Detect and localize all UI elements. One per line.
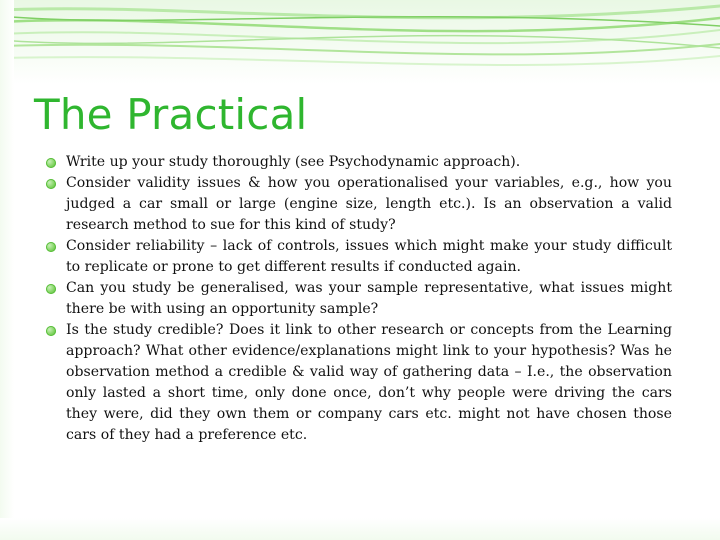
decorative-bottom-edge xyxy=(0,518,720,540)
bullet-item xyxy=(46,278,672,320)
slide-title: The Practical xyxy=(34,90,308,139)
bullet-text: Can you study be generalised, was your sample representative, what issues might there be with using an opportunity sample? xyxy=(66,280,672,317)
decorative-left-edge xyxy=(0,0,14,540)
bullet-text: Consider reliability – lack of controls, issues which might make your study difficult to replicate or prone to get different results if conducted again. xyxy=(66,238,672,275)
bullet-icon xyxy=(46,158,56,168)
bullet-icon xyxy=(46,326,56,336)
bullet-text: Consider validity issues & how you operationalised your variables, e.g., how you judged a car small or large (engine size, length etc.). Is an observation a valid research method to sue for this kind of study? xyxy=(66,175,672,233)
bullet-icon xyxy=(46,284,56,294)
bullet-item xyxy=(46,173,672,236)
bullet-item xyxy=(46,320,672,446)
bullet-text: Write up your study thoroughly (see Psychodynamic approach). xyxy=(66,154,521,170)
bullet-list xyxy=(46,152,672,446)
bullet-item xyxy=(46,236,672,278)
bullet-text: Is the study credible? Does it link to other research or concepts from the Learning approach? What other evidence/explanations might link to your hypothesis? Was he observation method a credible & valid way of gathering data – I.e., the observation only lasted a short time, only done once, don’t why people were driving the cars they were, did they own them or company cars etc. might not have chosen those cars of they had a preference etc. xyxy=(66,322,672,443)
bullet-icon xyxy=(46,242,56,252)
bullet-icon xyxy=(46,179,56,189)
bullet-item xyxy=(46,152,672,173)
decorative-stripes xyxy=(0,0,720,84)
